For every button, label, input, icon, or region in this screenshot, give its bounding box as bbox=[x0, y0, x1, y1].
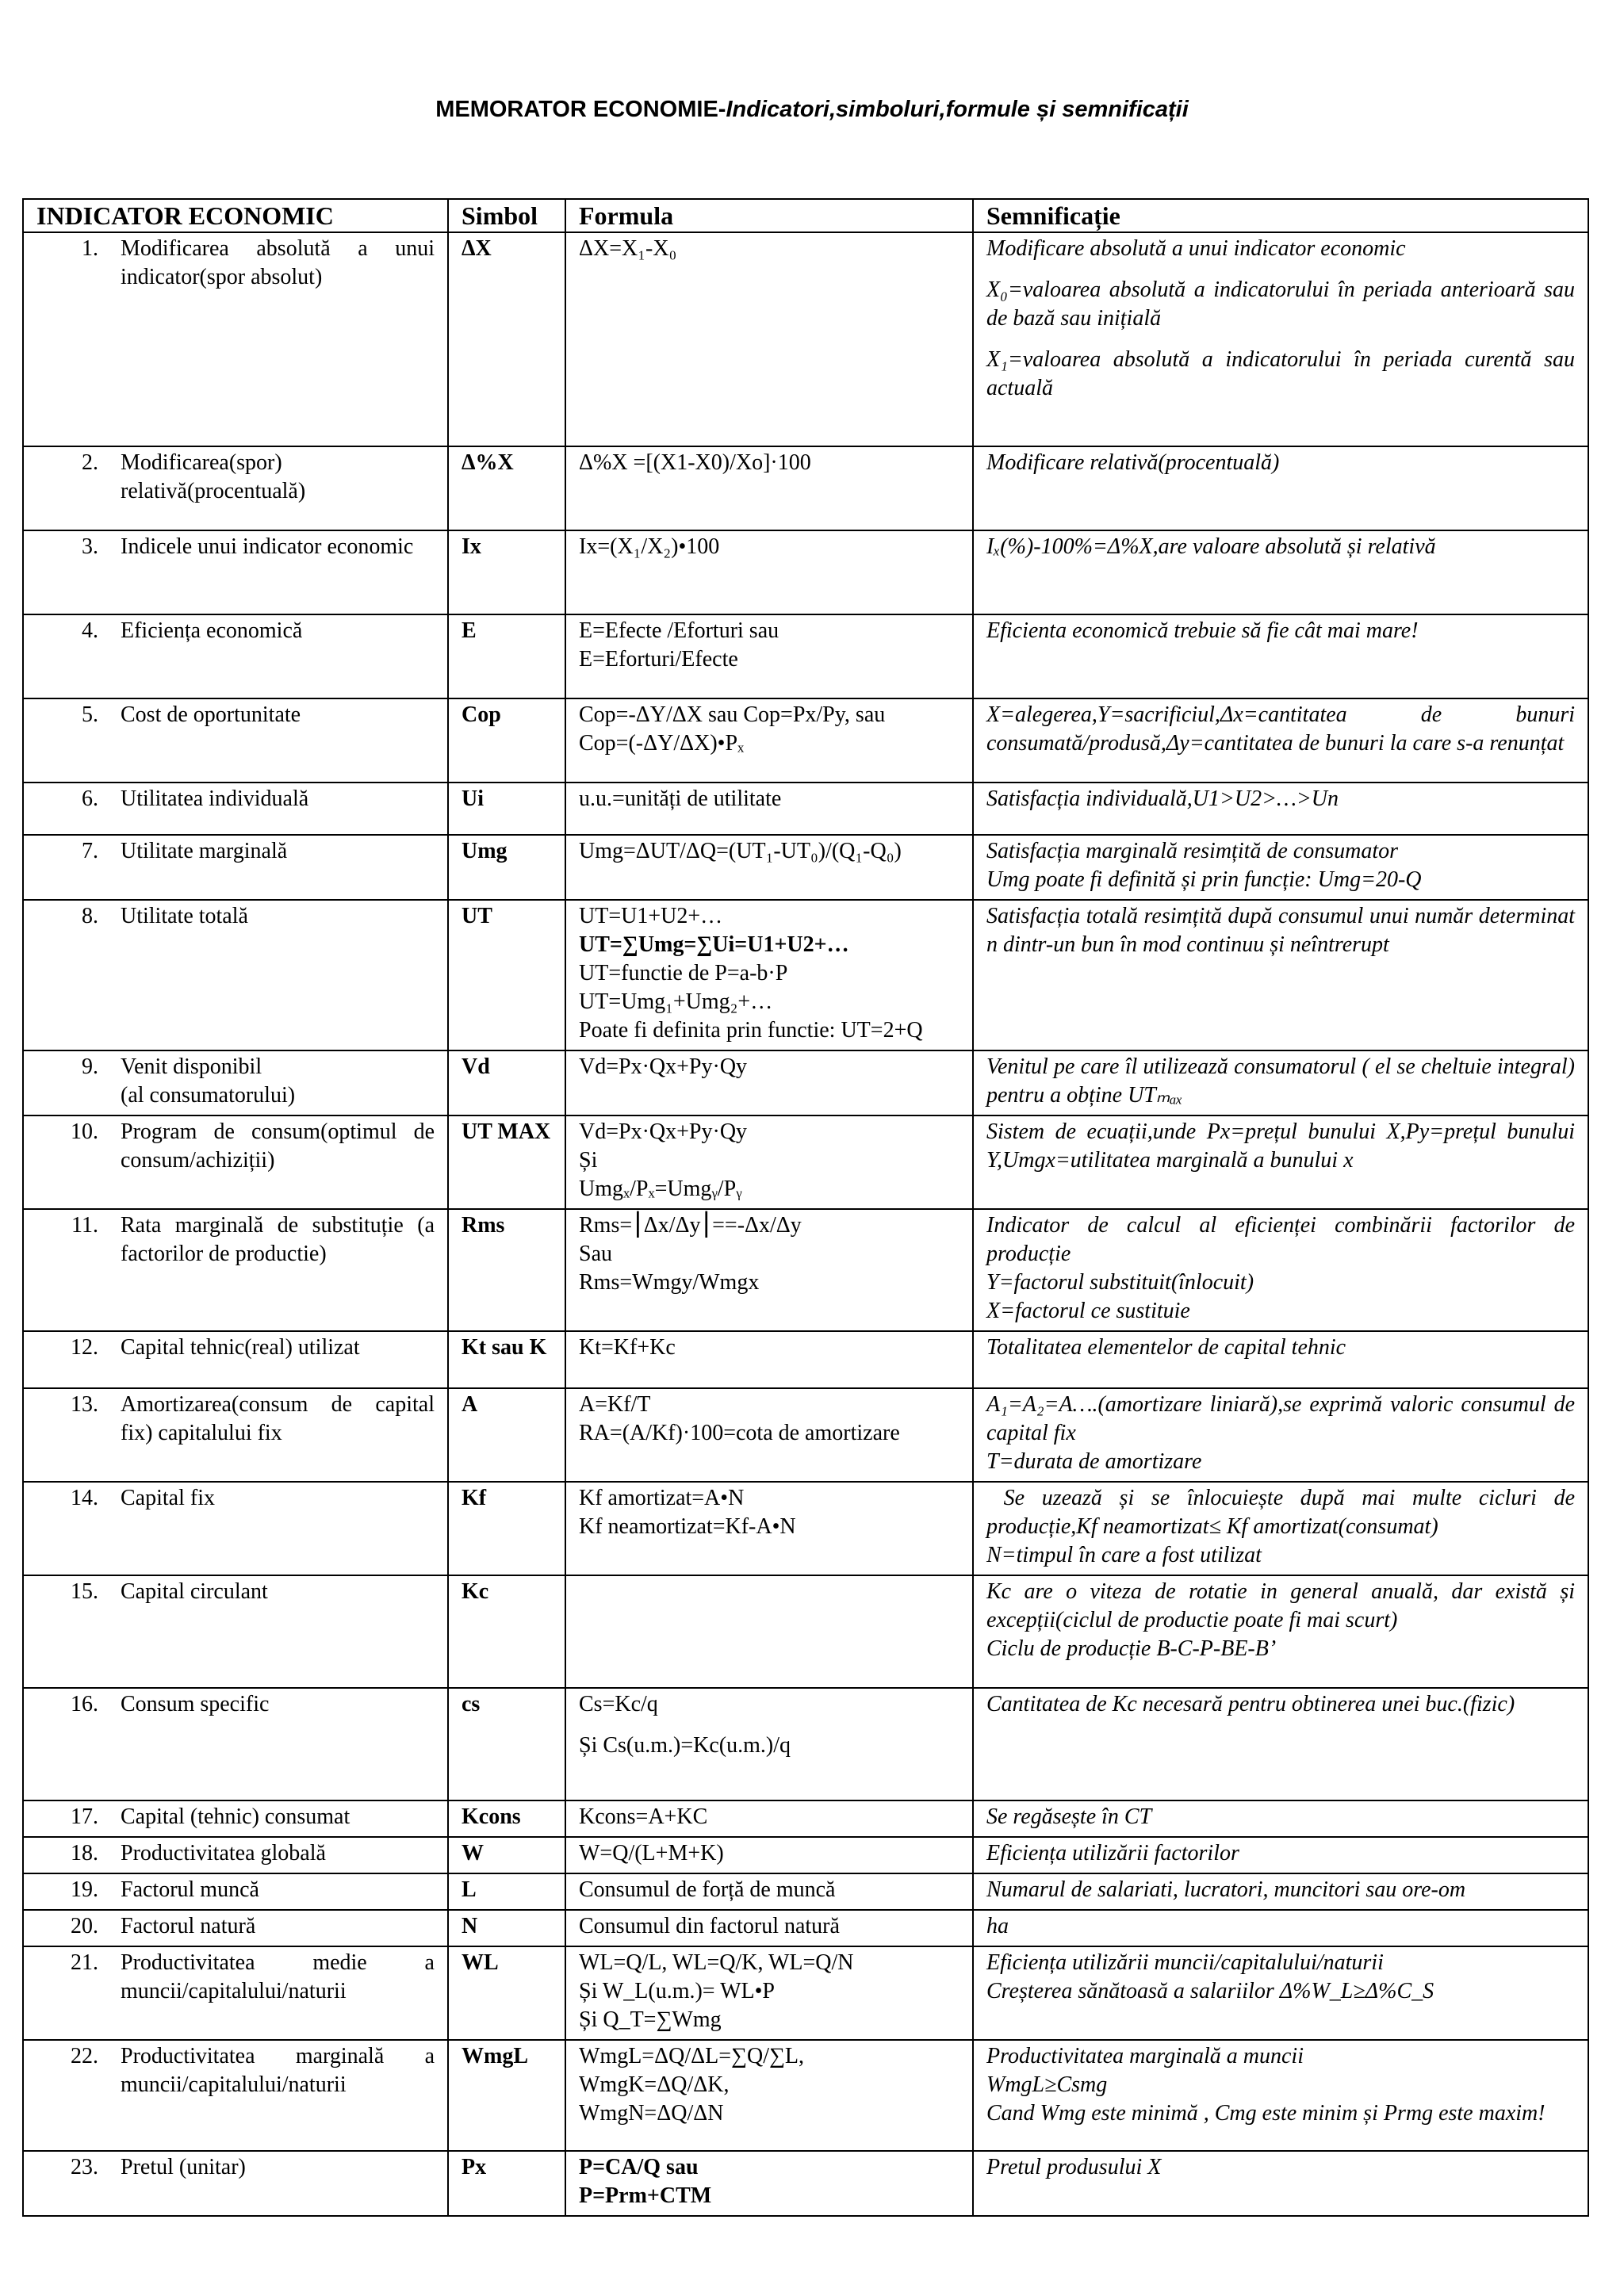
indicator-name-text: Factorul natură bbox=[121, 1914, 256, 1938]
indicator-cell bbox=[23, 1873, 448, 1910]
indicator-entry bbox=[36, 1334, 435, 1362]
indicator-entry bbox=[36, 1876, 435, 1904]
table-row bbox=[23, 1388, 1588, 1482]
meaning-line: Cand Wmg este minimă , Cmg este minim și Prmg este maxim! bbox=[986, 2101, 1545, 2126]
indicator-name bbox=[121, 701, 435, 729]
table-row bbox=[23, 232, 1588, 446]
indicator-name-text: Modificarea absolută a unui indicator(spor absolut) bbox=[121, 236, 435, 289]
indicator-name bbox=[121, 1334, 435, 1362]
indicator-name-text: Utilitatea individuală bbox=[121, 786, 309, 811]
indicator-number: 21. bbox=[71, 1950, 98, 1975]
indicator-cell bbox=[23, 446, 448, 530]
meaning-line: Numarul de salariati, lucratori, muncitori sau ore-om bbox=[986, 1877, 1466, 1902]
formula-cell bbox=[565, 614, 973, 698]
formula-line: Cs=Kc/q bbox=[579, 1692, 658, 1716]
meaning-line: X=factorul ce sustituie bbox=[986, 1299, 1190, 1323]
formula-cell bbox=[565, 1946, 973, 2040]
indicator-cell bbox=[23, 614, 448, 698]
formula-cell bbox=[565, 1910, 973, 1946]
table-row bbox=[23, 900, 1588, 1050]
meaning-line: Sistem de ecuații,unde Px=prețul bunului X,Py=prețul bunului Y,Umgx=utilitatea marginală a bunului x bbox=[986, 1119, 1580, 1173]
formula-line: Ix=(X₁/X₂)•100 bbox=[579, 534, 720, 559]
title-main: MEMORATOR ECONOMIE- bbox=[435, 97, 726, 122]
indicator-number: 19. bbox=[71, 1877, 98, 1902]
formula-spacer bbox=[579, 1719, 959, 1732]
table-row bbox=[23, 698, 1588, 783]
formula-line: Kcons=A+KC bbox=[579, 1804, 708, 1829]
table-row bbox=[23, 1800, 1588, 1837]
indicator-entry bbox=[36, 449, 435, 506]
symbol-cell: Rms bbox=[448, 1209, 565, 1331]
meaning-line: Eficienta economică trebuie să fie cât mai mare! bbox=[986, 618, 1419, 643]
indicator-cell bbox=[23, 1946, 448, 2040]
meaning-line: Eficiența utilizării factorilor bbox=[986, 1841, 1239, 1866]
symbol-cell: Δ%X bbox=[448, 446, 565, 530]
indicator-entry bbox=[36, 1912, 435, 1941]
formula-line: Și Cs(u.m.)=Kc(u.m.)/q bbox=[579, 1733, 791, 1758]
meaning-line: Cantitatea de Kc necesară pentru obtinerea unei buc.(fizic) bbox=[986, 1692, 1515, 1716]
indicator-name-text: Productivitatea marginală a muncii/capitalului/naturii bbox=[121, 2044, 435, 2097]
symbol-cell: Px bbox=[448, 2151, 565, 2216]
indicator-number: 23. bbox=[71, 2155, 98, 2179]
symbol-cell: L bbox=[448, 1873, 565, 1910]
indicator-entry bbox=[36, 1578, 435, 1606]
indicator-entry bbox=[36, 1803, 435, 1831]
formula-cell bbox=[565, 446, 973, 530]
indicator-name-text: Venit disponibil bbox=[121, 1054, 262, 1079]
indicator-entry bbox=[36, 617, 435, 645]
indicator-entry bbox=[36, 785, 435, 813]
indicator-number: 18. bbox=[71, 1841, 98, 1866]
formula-cell bbox=[565, 1209, 973, 1331]
meaning-cell bbox=[973, 1331, 1588, 1388]
meaning-line: Satisfacția individuală,U1>U2>…>Un bbox=[986, 786, 1339, 811]
indicator-number: 13. bbox=[71, 1392, 98, 1417]
formula-line: Și Q_T=∑Wmg bbox=[579, 2007, 722, 2032]
page-title bbox=[0, 97, 1624, 123]
formula-line: Vd=Px·Qx+Py·Qy bbox=[579, 1119, 748, 1144]
indicator-entry bbox=[36, 837, 435, 866]
indicator-name bbox=[121, 837, 435, 866]
symbol-cell: Kcons bbox=[448, 1800, 565, 1837]
meaning-cell bbox=[973, 900, 1588, 1050]
table-row bbox=[23, 1115, 1588, 1209]
formula-line: Umgₓ/Pₓ=Umgᵧ/Pᵧ bbox=[579, 1177, 742, 1201]
indicator-name bbox=[121, 1690, 435, 1719]
indicator-entry bbox=[36, 1949, 435, 2006]
indicator-name-text: Amortizarea(consum de capital fix) capitalului fix bbox=[121, 1392, 435, 1445]
indicator-cell bbox=[23, 698, 448, 783]
indicator-number: 15. bbox=[71, 1579, 98, 1604]
formula-cell bbox=[565, 1575, 973, 1688]
meaning-line: Venitul pe care îl utilizează consumatorul ( el se cheltuie integral) pentru a obține UTₘₐₓ bbox=[986, 1054, 1580, 1108]
formula-line: Consumul din factorul natură bbox=[579, 1914, 840, 1938]
formula-line: E=Eforturi/Efecte bbox=[579, 647, 738, 672]
meaning-cell bbox=[973, 1115, 1588, 1209]
meaning-cell bbox=[973, 2151, 1588, 2216]
meaning-line: A₁=A₂=A….(amortizare liniară),se exprimă valoric consumul de capital fix bbox=[986, 1392, 1580, 1445]
meaning-cell bbox=[973, 530, 1588, 614]
formula-cell bbox=[565, 1331, 973, 1388]
formula-cell bbox=[565, 1482, 973, 1575]
indicator-number: 3. bbox=[82, 534, 98, 559]
indicator-name bbox=[121, 1118, 435, 1175]
indicator-entry bbox=[36, 2153, 435, 2182]
table-row bbox=[23, 1946, 1588, 2040]
formula-line: Rms=⎮Δx/Δy⎮==-Δx/Δy bbox=[579, 1213, 802, 1238]
symbol-cell: Kc bbox=[448, 1575, 565, 1688]
symbol-cell: Kt sau K bbox=[448, 1331, 565, 1388]
indicator-name bbox=[121, 1391, 435, 1448]
meaning-line: Totalitatea elementelor de capital tehnic bbox=[986, 1335, 1346, 1360]
meaning-cell bbox=[973, 1910, 1588, 1946]
indicator-number: 7. bbox=[82, 839, 98, 863]
formula-line: Kf neamortizat=Kf-A•N bbox=[579, 1514, 796, 1539]
formula-line: Poate fi definita prin functie: UT=2+Q bbox=[579, 1018, 923, 1043]
indicator-number: 16. bbox=[71, 1692, 98, 1716]
indicator-name-text: Utilitate totală bbox=[121, 904, 248, 928]
meaning-line: Umg poate fi definită și prin funcție: Umg=20-Q bbox=[986, 867, 1422, 892]
table-row bbox=[23, 1482, 1588, 1575]
meaning-line: Eficiența utilizării muncii/capitalului/naturii bbox=[986, 1950, 1384, 1975]
meaning-line: X₁=valoarea absolută a indicatorului în periada curentă sau actuală bbox=[986, 347, 1580, 400]
indicator-name-text: Productivitatea medie a muncii/capitalului/naturii bbox=[121, 1950, 435, 2003]
meaning-line: Ciclu de producție B-C-P-BE-B’ bbox=[986, 1636, 1277, 1661]
indicator-cell bbox=[23, 1331, 448, 1388]
meaning-line: X₀=valoarea absolută a indicatorului în periada anterioară sau de bază sau inițială bbox=[986, 277, 1580, 331]
indicator-entry bbox=[36, 533, 435, 561]
indicator-name bbox=[121, 533, 435, 561]
meaning-cell bbox=[973, 1800, 1588, 1837]
meaning-line: ha bbox=[986, 1914, 1009, 1938]
symbol-cell: Kf bbox=[448, 1482, 565, 1575]
symbol-cell: cs bbox=[448, 1688, 565, 1800]
meaning-line: Satisfacția totală resimțită după consumul unui număr determinat n dintr-un bun în mod continuu și neîntrerupt bbox=[986, 904, 1580, 957]
indicator-name bbox=[121, 2153, 435, 2182]
table-row bbox=[23, 1575, 1588, 1688]
formula-line: WL=Q/L, WL=Q/K, WL=Q/N bbox=[579, 1950, 854, 1975]
table-row bbox=[23, 1331, 1588, 1388]
meaning-cell bbox=[973, 232, 1588, 446]
indicator-cell bbox=[23, 2151, 448, 2216]
formula-cell bbox=[565, 1873, 973, 1910]
indicator-name-text: Pretul (unitar) bbox=[121, 2155, 246, 2179]
indicator-name-text: Eficiența economică bbox=[121, 618, 303, 643]
meaning-line: X=alegerea,Y=sacrificiul,Δx=cantitatea de bunuri consumată/produsă,Δy=cantitatea de bunuri la care s-a renunțat bbox=[986, 702, 1580, 756]
indicator-cell bbox=[23, 1209, 448, 1331]
indicator-number: 17. bbox=[71, 1804, 98, 1829]
meaning-cell bbox=[973, 446, 1588, 530]
indicator-name-text: Indicele unui indicator economic bbox=[121, 534, 414, 559]
indicator-name bbox=[121, 2042, 435, 2099]
meaning-cell bbox=[973, 1837, 1588, 1873]
indicator-cell bbox=[23, 1800, 448, 1837]
meaning-line: Se uzează și se înlocuiește după mai multe cicluri de producție,Kf neamortizat≤ Kf amortizat(consumat) bbox=[986, 1486, 1581, 1539]
indicator-cell bbox=[23, 835, 448, 900]
indicator-name-text: Modificarea(spor) relativă(procentuală) bbox=[121, 450, 306, 503]
meaning-cell bbox=[973, 1873, 1588, 1910]
meaning-line: Kc are o viteza de rotatie in general anuală, dar există și excepții(ciclul de productie poate fi mai scurt) bbox=[986, 1579, 1580, 1632]
indicator-name-text: Consum specific bbox=[121, 1692, 270, 1716]
formula-line: Umg=ΔUT/ΔQ=(UT₁-UT₀)/(Q₁-Q₀) bbox=[579, 839, 902, 863]
formula-line: Și W_L(u.m.)= WL•P bbox=[579, 1979, 775, 2003]
symbol-cell: ΔX bbox=[448, 232, 565, 446]
header-symbol: Simbol bbox=[448, 199, 565, 232]
indicator-cell bbox=[23, 900, 448, 1050]
meaning-line: T=durata de amortizare bbox=[986, 1449, 1202, 1474]
formula-line: Δ%X =[(X1-X0)/Xo]·100 bbox=[579, 450, 811, 475]
table-row bbox=[23, 2040, 1588, 2151]
indicator-entry bbox=[36, 1053, 435, 1110]
formula-line: Kf amortizat=A•N bbox=[579, 1486, 745, 1510]
indicator-number: 22. bbox=[71, 2044, 98, 2068]
indicator-cell bbox=[23, 1388, 448, 1482]
formula-line: W=Q/(L+M+K) bbox=[579, 1841, 724, 1866]
indicator-entry bbox=[36, 1484, 435, 1513]
indicator-cell bbox=[23, 2040, 448, 2151]
indicator-name-text: Factorul muncă bbox=[121, 1877, 259, 1902]
formula-cell bbox=[565, 1837, 973, 1873]
indicator-cell bbox=[23, 1837, 448, 1873]
indicator-name-text: Productivitatea globală bbox=[121, 1841, 326, 1866]
table-row bbox=[23, 2151, 1588, 2216]
symbol-cell: W bbox=[448, 1837, 565, 1873]
symbol-cell: Vd bbox=[448, 1050, 565, 1115]
meaning-cell bbox=[973, 2040, 1588, 2151]
symbol-cell: Umg bbox=[448, 835, 565, 900]
indicator-cell bbox=[23, 1482, 448, 1575]
symbol-cell: WmgL bbox=[448, 2040, 565, 2151]
indicator-entry bbox=[36, 1690, 435, 1719]
indicator-entry bbox=[36, 902, 435, 931]
indicator-number: 20. bbox=[71, 1914, 98, 1938]
table-row bbox=[23, 446, 1588, 530]
formula-line: A=Kf/T bbox=[579, 1392, 651, 1417]
formula-line: u.u.=unități de utilitate bbox=[579, 786, 782, 811]
formula-cell bbox=[565, 1050, 973, 1115]
header-meaning: Semnificație bbox=[973, 199, 1588, 232]
indicator-cell bbox=[23, 1910, 448, 1946]
indicator-entry bbox=[36, 1391, 435, 1448]
indicator-cell bbox=[23, 1575, 448, 1688]
meaning-cell bbox=[973, 1688, 1588, 1800]
table-row bbox=[23, 783, 1588, 835]
indicator-entry bbox=[36, 1839, 435, 1868]
indicator-name bbox=[121, 617, 435, 645]
formula-line: P=CA/Q sau bbox=[579, 2155, 699, 2179]
formula-line: RA=(A/Kf)·100=cota de amortizare bbox=[579, 1421, 900, 1445]
indicator-name bbox=[121, 449, 435, 506]
indicator-cell bbox=[23, 1050, 448, 1115]
indicator-cell bbox=[23, 783, 448, 835]
meaning-line: N=timpul în care a fost utilizat bbox=[986, 1543, 1262, 1567]
indicator-name-text: Capital (tehnic) consumat bbox=[121, 1804, 350, 1829]
indicator-entry bbox=[36, 701, 435, 729]
formula-cell bbox=[565, 783, 973, 835]
indicator-number: 9. bbox=[82, 1054, 98, 1079]
indicator-number: 10. bbox=[71, 1119, 98, 1144]
indicator-name-text: Capital fix bbox=[121, 1486, 215, 1510]
formula-line: Rms=Wmgy/Wmgx bbox=[579, 1270, 760, 1295]
symbol-cell: Ui bbox=[448, 783, 565, 835]
indicator-number: 4. bbox=[82, 618, 98, 643]
symbol-cell: A bbox=[448, 1388, 565, 1482]
formula-cell bbox=[565, 1800, 973, 1837]
indicator-number: 11. bbox=[71, 1213, 98, 1238]
meaning-cell bbox=[973, 1388, 1588, 1482]
indicator-cell bbox=[23, 232, 448, 446]
table-row bbox=[23, 1837, 1588, 1873]
symbol-cell: N bbox=[448, 1910, 565, 1946]
meaning-cell bbox=[973, 835, 1588, 900]
indicator-name bbox=[121, 1949, 435, 2006]
indicator-name bbox=[121, 1876, 435, 1904]
meaning-line: Y=factorul substituit(înlocuit) bbox=[986, 1270, 1254, 1295]
indicator-name bbox=[121, 1053, 435, 1110]
indicators-table bbox=[22, 198, 1589, 2217]
formula-line: Sau bbox=[579, 1242, 612, 1266]
header-formula: Formula bbox=[565, 199, 973, 232]
symbol-cell: Ix bbox=[448, 530, 565, 614]
table-row bbox=[23, 1688, 1588, 1800]
indicator-name-subtext: (al consumatorului) bbox=[121, 1083, 296, 1108]
indicator-number: 8. bbox=[82, 904, 98, 928]
table-row bbox=[23, 1209, 1588, 1331]
indicator-name-text: Cost de oportunitate bbox=[121, 702, 301, 727]
formula-cell bbox=[565, 900, 973, 1050]
title-italic: Indicatori,simboluri,formule și semnificații bbox=[726, 97, 1189, 122]
formula-line: Vd=Px·Qx+Py·Qy bbox=[579, 1054, 748, 1079]
meaning-cell bbox=[973, 1050, 1588, 1115]
meaning-line: Creșterea sănătoasă a salariilor Δ%W_L≥Δ%C_S bbox=[986, 1979, 1434, 2003]
indicator-name bbox=[121, 1839, 435, 1868]
indicator-name bbox=[121, 1803, 435, 1831]
formula-line: P=Prm+CTM bbox=[579, 2183, 712, 2208]
meaning-cell bbox=[973, 698, 1588, 783]
indicator-name bbox=[121, 1912, 435, 1941]
table-row bbox=[23, 1050, 1588, 1115]
symbol-cell: Cop bbox=[448, 698, 565, 783]
formula-line: Kt=Kf+Kc bbox=[579, 1335, 676, 1360]
symbol-cell: E bbox=[448, 614, 565, 698]
meaning-cell bbox=[973, 1575, 1588, 1688]
indicator-name bbox=[121, 902, 435, 931]
meaning-line: Iₓ(%)-100%=Δ%X,are valoare absolută și relativă bbox=[986, 534, 1436, 559]
indicator-name bbox=[121, 1211, 435, 1269]
indicator-cell bbox=[23, 530, 448, 614]
indicator-cell bbox=[23, 1688, 448, 1800]
indicator-name bbox=[121, 785, 435, 813]
symbol-cell: UT MAX bbox=[448, 1115, 565, 1209]
formula-cell bbox=[565, 1115, 973, 1209]
indicator-entry bbox=[36, 2042, 435, 2099]
indicator-entry bbox=[36, 1211, 435, 1269]
formula-cell bbox=[565, 2040, 973, 2151]
symbol-cell: UT bbox=[448, 900, 565, 1050]
formula-line: WmgK=ΔQ/ΔK, bbox=[579, 2072, 730, 2097]
indicator-entry bbox=[36, 1118, 435, 1175]
meaning-cell bbox=[973, 1482, 1588, 1575]
indicator-name-text: Program de consum(optimul de consum/achiziții) bbox=[121, 1119, 435, 1173]
meaning-line: Se regăsește în CT bbox=[986, 1804, 1152, 1829]
meaning-line: Modificare absolută a unui indicator economic bbox=[986, 236, 1406, 261]
indicator-number: 12. bbox=[71, 1335, 98, 1360]
formula-line: Și bbox=[579, 1148, 598, 1173]
indicator-name-text: Rata marginală de substituție (a factorilor de productie) bbox=[121, 1213, 435, 1266]
formula-line: Cop=-ΔY/ΔX sau Cop=Px/Py, sau bbox=[579, 702, 886, 727]
indicator-number: 6. bbox=[82, 786, 98, 811]
indicator-name-text: Capital tehnic(real) utilizat bbox=[121, 1335, 360, 1360]
meaning-spacer bbox=[986, 263, 1575, 276]
formula-cell bbox=[565, 530, 973, 614]
table-row bbox=[23, 835, 1588, 900]
indicator-name bbox=[121, 235, 435, 292]
formula-line: UT=Umg₁+Umg₂+… bbox=[579, 989, 773, 1014]
meaning-cell bbox=[973, 1209, 1588, 1331]
indicator-cell bbox=[23, 1115, 448, 1209]
header-indicator: INDICATOR ECONOMIC bbox=[23, 199, 448, 232]
meaning-spacer bbox=[986, 333, 1575, 346]
formula-line: UT=functie de P=a-b·P bbox=[579, 961, 788, 985]
indicator-number: 2. bbox=[82, 450, 98, 475]
meaning-cell bbox=[973, 783, 1588, 835]
meaning-line: Pretul produsului X bbox=[986, 2155, 1162, 2179]
meaning-line: Productivitatea marginală a muncii bbox=[986, 2044, 1304, 2068]
formula-line: WmgN=ΔQ/ΔN bbox=[579, 2101, 724, 2126]
meaning-cell bbox=[973, 1946, 1588, 2040]
indicator-number: 5. bbox=[82, 702, 98, 727]
meaning-line: Modificare relativă(procentuală) bbox=[986, 450, 1280, 475]
table-header-row bbox=[23, 199, 1588, 232]
formula-cell bbox=[565, 835, 973, 900]
formula-line: E=Efecte /Eforturi sau bbox=[579, 618, 779, 643]
formula-line: Consumul de forță de muncă bbox=[579, 1877, 836, 1902]
symbol-cell: WL bbox=[448, 1946, 565, 2040]
table-row bbox=[23, 1873, 1588, 1910]
meaning-line: WmgL≥Csmg bbox=[986, 2072, 1108, 2097]
formula-cell bbox=[565, 698, 973, 783]
table-row bbox=[23, 530, 1588, 614]
indicator-entry bbox=[36, 235, 435, 292]
indicator-name bbox=[121, 1484, 435, 1513]
meaning-line: Satisfacția marginală resimțită de consumator bbox=[986, 839, 1399, 863]
formula-line: ΔX=X₁-X₀ bbox=[579, 236, 677, 261]
table-row bbox=[23, 614, 1588, 698]
indicator-number: 14. bbox=[71, 1486, 98, 1510]
indicator-name bbox=[121, 1578, 435, 1606]
formula-cell bbox=[565, 2151, 973, 2216]
indicator-name-text: Capital circulant bbox=[121, 1579, 268, 1604]
formula-line: WmgL=ΔQ/ΔL=∑Q/∑L, bbox=[579, 2044, 805, 2068]
formula-line: UT=U1+U2+… bbox=[579, 904, 723, 928]
indicator-name-text: Utilitate marginală bbox=[121, 839, 288, 863]
meaning-line: Indicator de calcul al eficienței combinării factorilor de producție bbox=[986, 1213, 1580, 1266]
formula-cell bbox=[565, 232, 973, 446]
table-row bbox=[23, 1910, 1588, 1946]
formula-line: Cop=(-ΔY/ΔX)•Pₓ bbox=[579, 731, 745, 756]
meaning-cell bbox=[973, 614, 1588, 698]
indicator-number: 1. bbox=[82, 236, 98, 261]
formula-cell bbox=[565, 1388, 973, 1482]
formula-cell bbox=[565, 1688, 973, 1800]
formula-line: UT=∑Umg=∑Ui=U1+U2+… bbox=[579, 932, 849, 957]
